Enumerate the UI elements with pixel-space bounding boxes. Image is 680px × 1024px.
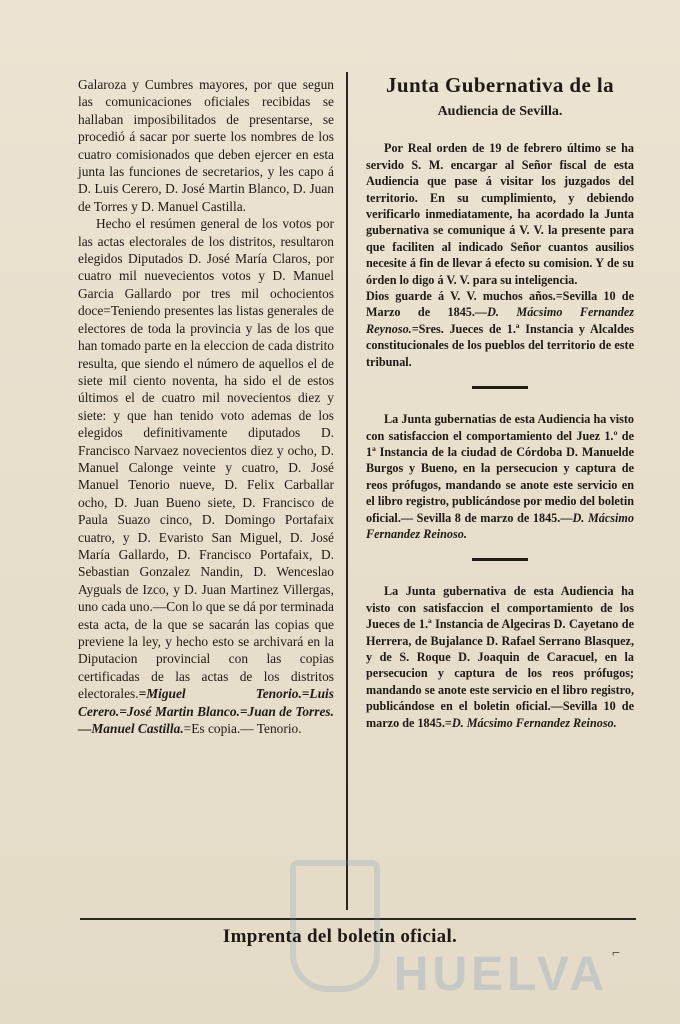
left-signatures: =Miguel Tenorio.=Luis Cerero.=José Martin Blanco.=Juan de Torres.—Manuel Castilla. [78,686,334,737]
separator-rule-1 [472,386,528,389]
notice-1-addressee: =Sres. Jueces de 1.ª Instancia y Alcaldes constitucionales de los pueblos del territorio de este tribunal. [366,321,634,369]
left-paragraph-2-text: Hecho el resúmen general de los votos por las actas electorales de los distritos, resultaron elegidos Diputados D. José María Claros, por cuatro mil nuevecientos votos y D. Manuel Garcia Gallardo por tres mil ochocientos doce=Teniendo presentes las listas generales de electores de toda la provincia y las de los que han tomado parte en la eleccion de cada distrito resulta, que siendo el número de aquellos el de siete mil ciento noventa, ha sido el de estos últimos el de cuatro mil novecientos diez y siete: y que han tenido voto ademas de los elegidos definitivamente diputados D. Francisco Narvaez novecientos diez y ocho, D. Manuel Calonge veinte y cuatro, D. José Manuel Tenorio nueve, D. Felix Carballar ocho, D. Juan Bueno siete, D. Francisco de Paula Suazo cinco, D. Domingo Portafaix cuatro, y D. Evaristo San Miguel, D. José María Gallardo, D. Francisco Portafaix, D. Sebastian Gonzalez Nandin, D. Wenceslao Ayguals de Izco, y D. Juan Martinez Villergas, uno cada uno.—Con lo que se dá por terminada esta acta, de la que se sacarán las copias que previene la ley, y hecho esto se archivará en la Diputacion provincial con las copias certificadas de las actas de los distritos electorales. [78,216,334,702]
left-paragraph-2 [78,215,334,737]
notice-2-body: La Junta gubernatias de esta Audiencia ha visto con satisfaccion el comportamiento del Juez 1.º de 1ª Instancia de la ciudad de Córdoba D. Manuelde Burgos y Bueno, en la persecucion y captura de reos prófugos, mandando se anote este servicio en el libro registro, publicándose por medio del boletin oficial.— Sevilla 8 de marzo de 1845.— [366,412,634,525]
left-paragraph-1: Galaroza y Cumbres mayores, por que segun las comunicaciones oficiales recibidas se hallaban imposibilitados de presentarse, se procedió á sacar por suerte los nombres de los cuatro comisionados que deben ejercer en esta junta las funciones de secretarios, y les capo á D. Luis Cerero, D. José Martin Blanco, D. Juan de Torres y D. Manuel Castilla. [78,77,334,214]
footer-rule [80,918,636,920]
archive-watermark: HUELVA [393,947,608,1001]
separator-rule-2 [472,558,528,561]
column-divider [346,72,348,910]
notice-3-body: La Junta gubernativa de esta Audiencia ha visto con satisfaccion el comportamiento de los Jueces de 1.ª Instancia de Algeciras D. Cayetano de Herrera, de Bujalance D. Rafael Serrano Blasquez, y de S. Roque D. Joaquin de Caracuel, en la persecucion y captura de los reos prófugos; mandando se anote este servicio en el libro registro, publicándose en el boletin oficial.—Sevilla 10 de marzo de 1845.= [366,584,634,730]
notice-1-close: Dios guarde á V. V. muchos años.=Sevilla 10 de Marzo de 1845.— [366,289,634,320]
notice-1-signer: D. Mácsimo Fernandez Reynoso. [366,305,634,336]
section-title: Junta Gubernativa de la [386,73,614,97]
notice-1 [366,140,634,370]
right-column [366,72,634,731]
notice-3-signer: D. Mácsimo Fernandez Reinoso. [451,715,617,730]
notice-2-signer: D. Mácsimo Fernandez Reinoso. [366,510,635,541]
left-column [78,76,334,737]
notice-3 [366,583,634,731]
notice-1-body: Por Real orden de 19 de febrero último se ha servido S. M. encargar al Señor fiscal de esta Audiencia que pase á visitar los juzgados del territorio. En su cumplimiento, y debiendo verificarlo inmediatamente, ha acordado la Junta gubernativa se comunique á V. V. la presente para que faciliten al indicado Señor cuantos ausilios necesite á fin de llevar á efecto su comision. Y de su órden lo digo á V. V. para su inteligencia. [366,141,634,287]
left-copy-note: =Es copia.— Tenorio. [183,721,302,737]
imprint-footer: Imprenta del boletin oficial. [222,926,458,947]
section-subtitle: Audiencia de Sevilla. [437,104,563,119]
edge-mark-icon: ⌐ [612,946,620,961]
notice-2 [366,411,634,542]
